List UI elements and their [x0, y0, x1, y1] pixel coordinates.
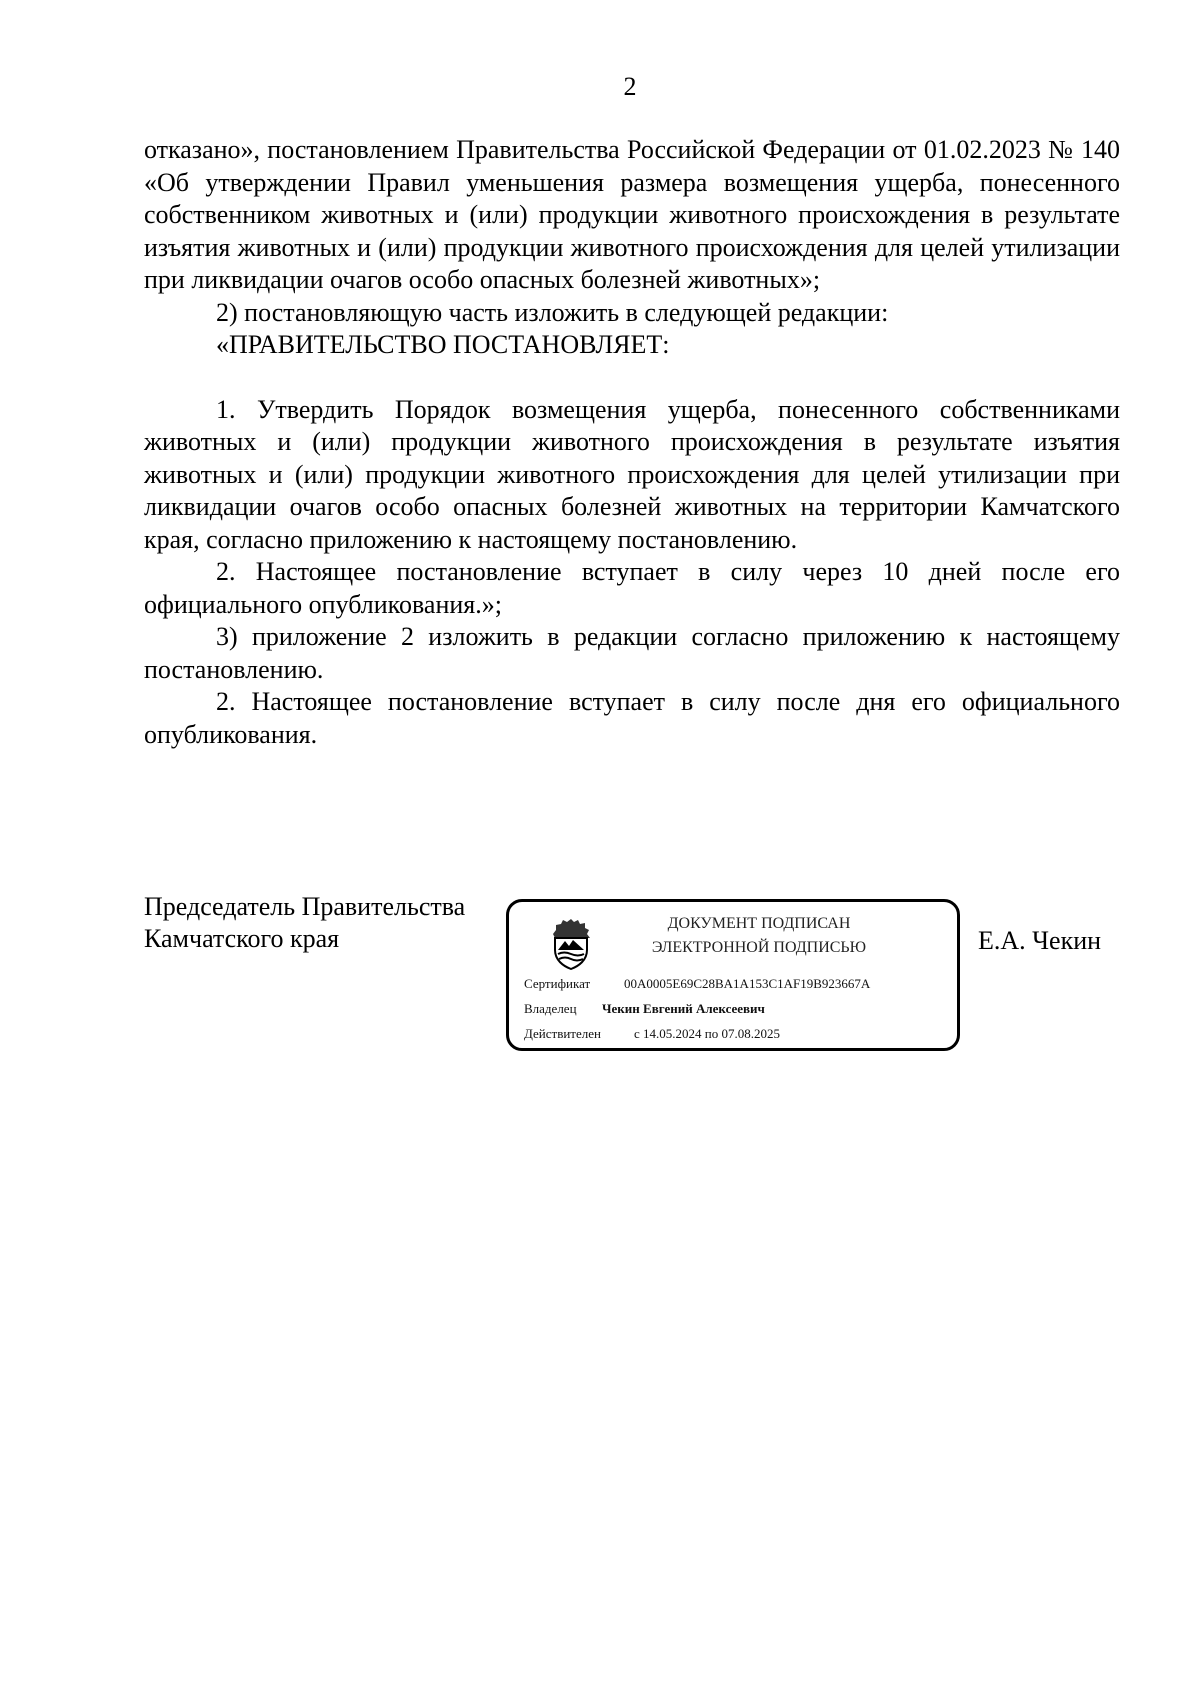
stamp-owner-row [524, 1000, 765, 1018]
owner-label: Владелец [524, 1001, 577, 1016]
paragraph-item-3: 3) приложение 2 изложить в редакции согласно приложению к настоящему постановлению. [144, 622, 1120, 684]
stamp-heading [609, 912, 909, 960]
paragraph-resolution-heading: «ПРАВИТЕЛЬСТВО ПОСТАНОВЛЯЕТ: [216, 330, 670, 359]
stamp-heading-line-1: ДОКУМЕНТ ПОДПИСАН [667, 915, 851, 932]
document-body [144, 134, 1120, 751]
validity-value: с 14.05.2024 по 07.08.2025 [634, 1026, 780, 1041]
stamp-heading-line-2: ЭЛЕКТРОННОЙ ПОДПИСЬЮ [651, 939, 867, 956]
signatory-position-line-2: Камчатского края [144, 924, 340, 953]
paragraph-final-clause: 2. Настоящее постановление вступает в силу после дня его официального опубликования. [144, 687, 1120, 749]
signatory-position [144, 891, 465, 955]
validity-label: Действителен [524, 1026, 601, 1041]
paragraph-clause-1: 1. Утвердить Порядок возмещения ущерба, понесенного собственниками животных и (или) продукции животного происхождения в результате изъятия животных и (или) продукции животного происхождения для целей утилизации при ликвидации очагов особо опасных болезней животных на территории Камчатского края, согласно приложению к настоящему постановлению. [144, 394, 1120, 554]
stamp-certificate-row [524, 975, 870, 993]
certificate-label: Сертификат [524, 976, 591, 991]
blank-line [144, 362, 1120, 394]
kamchatka-coat-of-arms-icon [549, 916, 593, 970]
owner-value: Чекин Евгений Алексеевич [602, 1001, 765, 1016]
stamp-validity-row [524, 1025, 780, 1043]
paragraph-clause-2: 2. Настоящее постановление вступает в силу через 10 дней после его официального опубликования.»; [144, 557, 1120, 619]
paragraph-continuation: отказано», постановлением Правительства Российской Федерации от 01.02.2023 № 140 «Об утверждении Правил уменьшения размера возмещения ущерба, понесенного собственником животных и (или) продукции животного происхождения в результате изъятия животных и (или) продукции животного происхождения для целей утилизации при ликвидации очагов особо опасных болезней животных»; [144, 135, 1120, 294]
certificate-value: 00A0005E69C28BA1A153C1AF19B923667A [624, 976, 871, 991]
electronic-signature-stamp [506, 899, 960, 1051]
paragraph-item-2: 2) постановляющую часть изложить в следующей редакции: [216, 297, 889, 327]
signatory-position-line-1: Председатель Правительства [144, 892, 466, 921]
page-number: 2 [623, 72, 637, 101]
signatory-name: Е.А. Чекин [978, 926, 1102, 955]
